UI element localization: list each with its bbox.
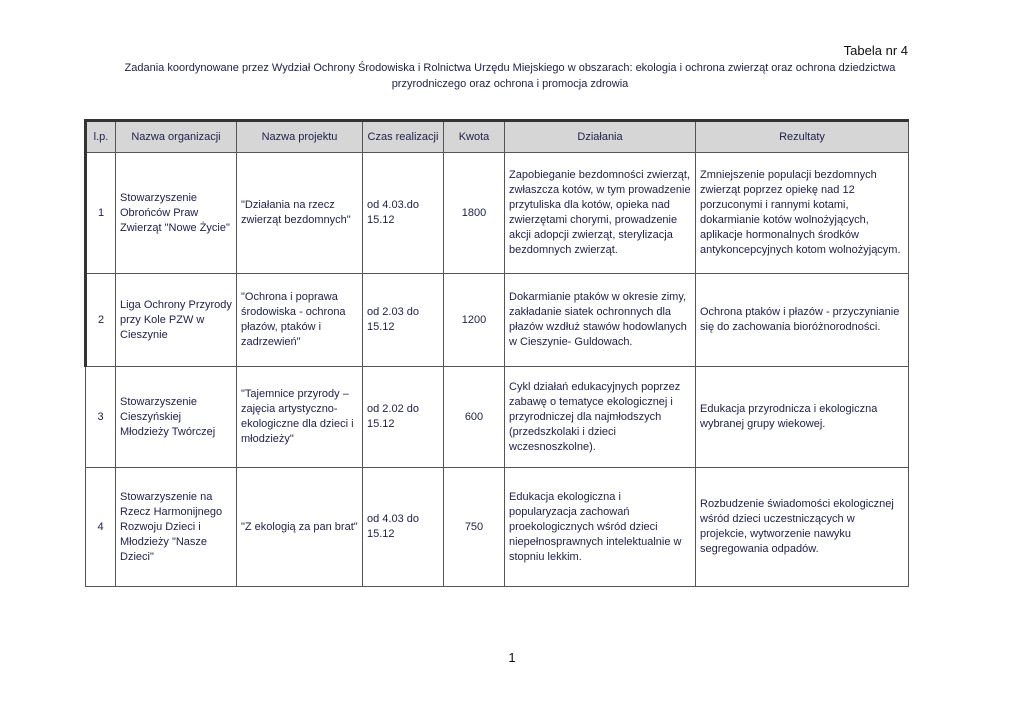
cell-project: "Tajemnice przyrody – zajęcia artystyczno-ekologiczne dla dzieci i młodzieży" (237, 367, 363, 468)
table-row (86, 153, 909, 274)
header-amount: Kwota (444, 121, 505, 153)
table-number-label: Tabela nr 4 (843, 43, 908, 58)
cell-time: od 4.03.do 15.12 (363, 153, 444, 274)
cell-actions: Zapobieganie bezdomności zwierząt, zwłaszcza kotów, w tym prowadzenie przytuliska dla kotów, opieka nad zwierzętami chorymi, prowadzenie akcji adopcji zwierząt, sterylizacja bezdomnych zwierząt. (505, 153, 696, 274)
table-row (86, 468, 909, 587)
cell-time: od 2.03 do 15.12 (363, 274, 444, 367)
cell-project: "Ochrona i poprawa środowiska - ochrona płazów, ptaków i zadrzewień" (237, 274, 363, 367)
cell-results: Rozbudzenie świadomości ekologicznej wśród dzieci uczestniczących w projekcie, wytworzenie nawyku segregowania odpadów. (696, 468, 909, 587)
cell-results: Zmniejszenie populacji bezdomnych zwierząt poprzez opiekę nad 12 porzuconymi i rannymi kotami, dokarmianie kotów wolnożyjących, aplikacje hormonalnych środków antykoncepcyjnych kotom wolnożyjącym. (696, 153, 909, 274)
cell-actions: Edukacja ekologiczna i popularyzacja zachowań proekologicznych wśród dzieci niepełnosprawnych intelektualnie w stopniu lekkim. (505, 468, 696, 587)
cell-amount: 1800 (444, 153, 505, 274)
cell-lp: 4 (86, 468, 116, 587)
cell-results: Edukacja przyrodnicza i ekologiczna wybranej grupy wiekowej. (696, 367, 909, 468)
cell-project: "Działania na rzecz zwierząt bezdomnych" (237, 153, 363, 274)
heading-line-1: Zadania koordynowane przez Wydział Ochrony Środowiska i Rolnictwa Urzędu Miejskiego w obszarach: ekologia i ochrona zwierząt oraz ochrona dziedzictwa (124, 62, 896, 74)
cell-organization: Liga Ochrony Przyrody przy Kole PZW w Cieszynie (116, 274, 237, 367)
cell-lp: 1 (86, 153, 116, 274)
cell-organization: Stowarzyszenie Cieszyńskiej Młodzieży Twórczej (116, 367, 237, 468)
table-header-row (86, 121, 909, 153)
cell-actions: Cykl działań edukacyjnych poprzez zabawę o tematyce ekologicznej i przyrodniczej dla najmłodszych (przedszkolaki i dzieci wczesnoszkolne). (505, 367, 696, 468)
page-number: 1 (508, 650, 516, 665)
table-row (86, 367, 909, 468)
cell-organization: Stowarzyszenie na Rzecz Harmonijnego Rozwoju Dzieci i Młodzieży "Nasze Dzieci" (116, 468, 237, 587)
tasks-table (84, 119, 909, 587)
cell-lp: 3 (86, 367, 116, 468)
header-organization: Nazwa organizacji (116, 121, 237, 153)
cell-amount: 1200 (444, 274, 505, 367)
header-actions: Działania (505, 121, 696, 153)
header-time: Czas realizacji (363, 121, 444, 153)
heading-line-2: przyrodniczego oraz ochrona i promocja zdrowia (391, 78, 629, 90)
table-row (86, 274, 909, 367)
cell-amount: 600 (444, 367, 505, 468)
header-results: Rezultaty (696, 121, 909, 153)
header-project: Nazwa projektu (237, 121, 363, 153)
cell-results: Ochrona ptaków i płazów - przyczynianie się do zachowania bioróżnorodności. (696, 274, 909, 367)
cell-time: od 2.02 do 15.12 (363, 367, 444, 468)
cell-amount: 750 (444, 468, 505, 587)
header-lp: l.p. (86, 121, 116, 153)
cell-time: od 4.03 do 15.12 (363, 468, 444, 587)
cell-actions: Dokarmianie ptaków w okresie zimy, zakładanie siatek ochronnych dla płazów wzdłuż stawów hodowlanych w Cieszynie- Guldowach. (505, 274, 696, 367)
document-heading (110, 60, 910, 92)
cell-lp: 2 (86, 274, 116, 367)
cell-organization: Stowarzyszenie Obrońców Praw Zwierząt "Nowe Życie" (116, 153, 237, 274)
cell-project: "Z ekologią za pan brat" (237, 468, 363, 587)
